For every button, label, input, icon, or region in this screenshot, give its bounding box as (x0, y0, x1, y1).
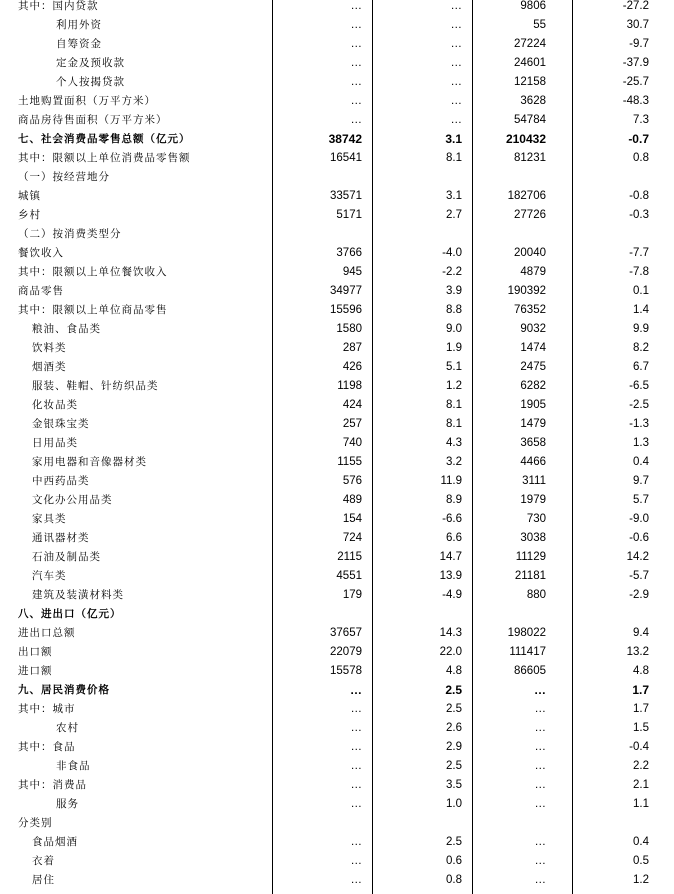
ytd-value: 9806 (520, 0, 546, 12)
ytd-growth: -6.5 (629, 380, 649, 392)
month-growth: 1.2 (446, 380, 462, 392)
ytd-growth: -2.9 (629, 589, 649, 601)
ytd-value: 6282 (520, 380, 546, 392)
month-value: … (350, 798, 362, 810)
month-growth: -2.2 (442, 266, 462, 278)
ytd-value: 4466 (520, 456, 546, 468)
row-label: 农村 (56, 722, 79, 734)
column-divider (372, 0, 373, 894)
row-label: 其中：国内贷款 (18, 0, 99, 12)
column-divider (472, 0, 473, 894)
ytd-growth: 1.2 (633, 874, 649, 886)
ytd-value: 27224 (514, 38, 546, 50)
month-growth: 14.7 (439, 551, 462, 563)
row-label: 土地购置面积（万平方米） (18, 95, 156, 107)
ytd-value: … (534, 798, 546, 810)
ytd-growth: 1.3 (633, 437, 649, 449)
month-growth: 2.5 (446, 836, 462, 848)
ytd-growth: 5.7 (633, 494, 649, 506)
ytd-growth: -1.3 (629, 418, 649, 430)
month-value: … (350, 855, 362, 867)
month-value: 37657 (330, 627, 362, 639)
row-label: 中西药品类 (32, 475, 90, 487)
row-label: 乡村 (18, 209, 41, 221)
ytd-value: 86605 (514, 665, 546, 677)
ytd-growth: 2.1 (633, 779, 649, 791)
ytd-value: … (534, 779, 546, 791)
month-value: 154 (342, 513, 362, 525)
month-growth: 2.5 (446, 760, 462, 772)
month-growth: 3.5 (446, 779, 462, 791)
ytd-growth: -7.7 (629, 247, 649, 259)
row-label: 其中：城市 (18, 703, 76, 715)
row-label: 个人按揭贷款 (56, 76, 125, 88)
month-value: … (350, 95, 362, 107)
row-label: 城镇 (18, 190, 41, 202)
ytd-growth: 1.7 (632, 683, 649, 697)
row-label: 八、进出口（亿元） (18, 608, 122, 620)
month-value: 576 (342, 475, 362, 487)
ytd-growth: -5.7 (629, 570, 649, 582)
row-label: 九、居民消费价格 (18, 684, 110, 696)
month-growth: 2.5 (445, 683, 462, 697)
ytd-growth: 0.1 (633, 285, 649, 297)
month-growth: 0.6 (446, 855, 462, 867)
column-divider (572, 0, 573, 894)
month-growth: … (450, 114, 462, 126)
ytd-growth: -37.9 (622, 57, 649, 69)
row-label: 进出口总额 (18, 627, 76, 639)
month-value: 724 (342, 532, 362, 544)
month-value: … (350, 114, 362, 126)
month-value: 15596 (330, 304, 362, 316)
ytd-growth: -48.3 (622, 95, 649, 107)
month-growth: -6.6 (442, 513, 462, 525)
month-value: … (350, 19, 362, 31)
ytd-growth: 6.7 (633, 361, 649, 373)
month-growth: -4.9 (442, 589, 462, 601)
ytd-value: … (534, 855, 546, 867)
month-value: 179 (342, 589, 362, 601)
ytd-growth: -0.7 (628, 132, 649, 146)
ytd-growth: 9.4 (633, 627, 649, 639)
month-value: 2115 (337, 551, 362, 563)
ytd-value: 21181 (514, 570, 546, 582)
row-label: 七、社会消费品零售总额（亿元） (18, 133, 191, 145)
month-growth: 1.9 (446, 342, 462, 354)
month-growth: 2.6 (446, 722, 462, 734)
ytd-value: … (534, 741, 546, 753)
month-growth: 8.1 (446, 152, 462, 164)
ytd-growth: 1.5 (633, 722, 649, 734)
month-value: … (350, 874, 362, 886)
month-growth: … (450, 95, 462, 107)
month-growth: 13.9 (439, 570, 462, 582)
ytd-growth: 9.7 (633, 475, 649, 487)
month-growth: 3.2 (446, 456, 462, 468)
ytd-value: … (534, 836, 546, 848)
ytd-growth: -7.8 (629, 266, 649, 278)
month-value: 38742 (328, 132, 362, 146)
row-label: 家具类 (32, 513, 67, 525)
ytd-growth: 0.4 (633, 836, 649, 848)
month-value: 15578 (330, 665, 362, 677)
ytd-value: 54784 (514, 114, 546, 126)
ytd-value: … (534, 760, 546, 772)
ytd-value: 27726 (514, 209, 546, 221)
ytd-growth: -2.5 (629, 399, 649, 411)
row-label: 出口额 (18, 646, 53, 658)
row-label: 食品烟酒 (32, 836, 78, 848)
month-growth: 2.9 (446, 741, 462, 753)
month-value: … (350, 38, 362, 50)
ytd-growth: -0.4 (629, 741, 649, 753)
month-value: 489 (342, 494, 362, 506)
ytd-value: 210432 (505, 132, 546, 146)
month-value: 33571 (330, 190, 362, 202)
row-label: 文化办公用品类 (32, 494, 113, 506)
month-growth: 22.0 (439, 646, 462, 658)
ytd-value: 1479 (520, 418, 546, 430)
ytd-growth: 9.9 (633, 323, 649, 335)
month-value: … (350, 779, 362, 791)
row-label: 通讯器材类 (32, 532, 90, 544)
row-label: 其中：限额以上单位商品零售 (18, 304, 168, 316)
month-growth: 9.0 (446, 323, 462, 335)
ytd-growth: 30.7 (626, 19, 649, 31)
ytd-value: 3111 (522, 475, 546, 487)
ytd-growth: 4.8 (633, 665, 649, 677)
month-value: … (350, 0, 362, 12)
ytd-growth: -9.0 (629, 513, 649, 525)
ytd-growth: 8.2 (633, 342, 649, 354)
month-value: 3766 (336, 247, 362, 259)
ytd-growth: -0.8 (629, 190, 649, 202)
month-value: … (350, 760, 362, 772)
month-value: … (350, 76, 362, 88)
month-value: 1155 (337, 456, 362, 468)
month-growth: 6.6 (446, 532, 462, 544)
ytd-growth: -0.3 (629, 209, 649, 221)
ytd-growth: -25.7 (622, 76, 649, 88)
row-label: 其中：限额以上单位餐饮收入 (18, 266, 168, 278)
row-label: 金银珠宝类 (32, 418, 90, 430)
ytd-value: 198022 (507, 627, 546, 639)
ytd-value: 1905 (520, 399, 546, 411)
month-growth: 11.9 (440, 475, 462, 487)
month-value: 34977 (330, 285, 362, 297)
ytd-value: … (534, 722, 546, 734)
row-label: 化妆品类 (32, 399, 78, 411)
ytd-value: 12158 (514, 76, 546, 88)
month-value: … (350, 683, 362, 697)
row-label: 建筑及装潢材料类 (32, 589, 124, 601)
ytd-value: 81231 (514, 152, 546, 164)
month-growth: 8.1 (446, 418, 462, 430)
row-label: 居住 (32, 874, 55, 886)
row-label: 利用外资 (56, 19, 102, 31)
ytd-growth: 1.7 (633, 703, 649, 715)
row-label: 石油及制品类 (32, 551, 101, 563)
ytd-value: … (534, 874, 546, 886)
month-value: 426 (342, 361, 362, 373)
row-label: （二）按消费类型分 (18, 228, 122, 240)
row-label: 衣着 (32, 855, 55, 867)
ytd-value: 24601 (514, 57, 546, 69)
month-growth: 8.8 (446, 304, 462, 316)
month-growth: -4.0 (442, 247, 462, 259)
month-growth: 2.7 (446, 209, 462, 221)
month-growth: … (450, 57, 462, 69)
month-growth: … (450, 19, 462, 31)
row-label: 家用电器和音像器材类 (32, 456, 147, 468)
row-label: 餐饮收入 (18, 247, 64, 259)
month-value: 257 (342, 418, 362, 430)
month-value: 424 (342, 399, 362, 411)
ytd-value: 4879 (520, 266, 546, 278)
ytd-value: 9032 (520, 323, 546, 335)
month-growth: 2.5 (446, 703, 462, 715)
month-value: 1580 (336, 323, 362, 335)
ytd-value: 880 (526, 589, 546, 601)
month-value: 945 (342, 266, 362, 278)
row-label: 其中：限额以上单位消费品零售额 (18, 152, 191, 164)
row-label: 饮料类 (32, 342, 67, 354)
ytd-value: … (534, 683, 546, 697)
ytd-growth: 1.1 (633, 798, 649, 810)
ytd-value: 55 (533, 19, 546, 31)
ytd-value: 11129 (515, 551, 546, 563)
row-label: 日用品类 (32, 437, 78, 449)
row-label: 进口额 (18, 665, 53, 677)
ytd-value: 190392 (507, 285, 546, 297)
ytd-value: 2475 (520, 361, 546, 373)
month-growth: 3.1 (446, 190, 462, 202)
ytd-growth: 14.2 (626, 551, 649, 563)
column-divider (272, 0, 273, 894)
month-growth: 4.3 (446, 437, 462, 449)
ytd-value: … (534, 703, 546, 715)
month-value: 740 (342, 437, 362, 449)
row-label: 其中：消费品 (18, 779, 87, 791)
ytd-growth: 0.8 (633, 152, 649, 164)
month-growth: … (450, 76, 462, 88)
ytd-value: 3658 (520, 437, 546, 449)
month-growth: 8.1 (446, 399, 462, 411)
row-label: 分类别 (18, 817, 53, 829)
ytd-growth: -9.7 (629, 38, 649, 50)
row-label: 其中：食品 (18, 741, 76, 753)
ytd-value: 3628 (520, 95, 546, 107)
month-growth: 5.1 (446, 361, 462, 373)
row-label: 自筹资金 (56, 38, 102, 50)
ytd-value: 1474 (520, 342, 546, 354)
month-growth: 14.3 (439, 627, 462, 639)
month-value: 4551 (336, 570, 362, 582)
month-value: 5171 (336, 209, 362, 221)
row-label: 汽车类 (32, 570, 67, 582)
ytd-growth: 7.3 (633, 114, 649, 126)
ytd-value: 1979 (520, 494, 546, 506)
ytd-value: 76352 (514, 304, 546, 316)
month-growth: 4.8 (446, 665, 462, 677)
row-label: 商品房待售面积（万平方米） (18, 114, 168, 126)
row-label: 服装、鞋帽、针纺织品类 (32, 380, 159, 392)
ytd-value: 111417 (509, 646, 546, 658)
month-value: … (350, 703, 362, 715)
row-label: 商品零售 (18, 285, 64, 297)
ytd-growth: -27.2 (622, 0, 649, 12)
month-value: 1198 (337, 380, 362, 392)
month-growth: 3.9 (446, 285, 462, 297)
month-growth: 1.0 (446, 798, 462, 810)
month-growth: 8.9 (446, 494, 462, 506)
row-label: 烟酒类 (32, 361, 67, 373)
ytd-growth: 1.4 (633, 304, 649, 316)
month-value: … (350, 57, 362, 69)
ytd-growth: 0.5 (633, 855, 649, 867)
ytd-growth: 0.4 (633, 456, 649, 468)
month-value: 22079 (330, 646, 362, 658)
month-growth: … (450, 38, 462, 50)
ytd-value: 20040 (514, 247, 546, 259)
month-value: … (350, 722, 362, 734)
ytd-value: 182706 (507, 190, 546, 202)
row-label: 粮油、食品类 (32, 323, 101, 335)
month-growth: … (450, 0, 462, 12)
ytd-value: 730 (526, 513, 546, 525)
ytd-growth: 13.2 (626, 646, 649, 658)
row-label: 服务 (56, 798, 79, 810)
month-value: … (350, 741, 362, 753)
ytd-value: 3038 (520, 532, 546, 544)
month-growth: 0.8 (446, 874, 462, 886)
ytd-growth: -0.6 (629, 532, 649, 544)
month-value: 287 (342, 342, 362, 354)
row-label: （一）按经营地分 (18, 171, 110, 183)
month-value: … (350, 836, 362, 848)
ytd-growth: 2.2 (633, 760, 649, 772)
month-growth: 3.1 (445, 132, 462, 146)
row-label: 定金及预收款 (56, 57, 125, 69)
month-value: 16541 (330, 152, 362, 164)
row-label: 非食品 (56, 760, 91, 772)
